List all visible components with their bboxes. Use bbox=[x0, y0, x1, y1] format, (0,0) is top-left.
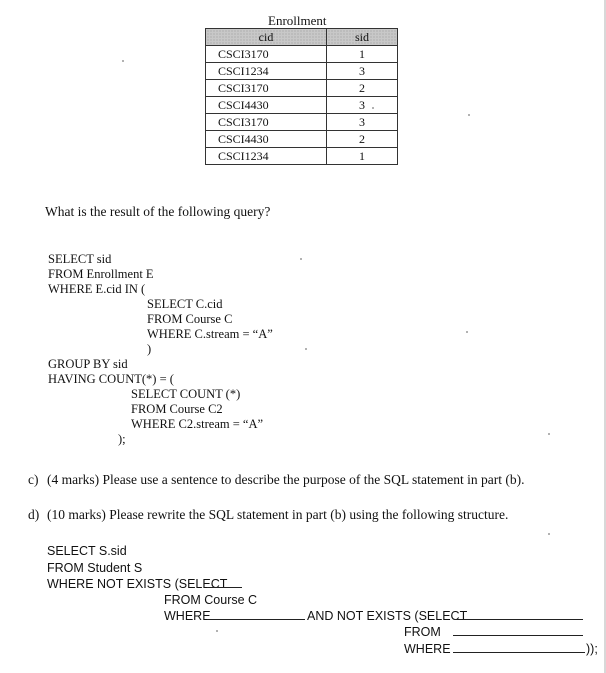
cell-cid: CSCI3170 bbox=[206, 46, 327, 63]
answer-blank[interactable] bbox=[207, 609, 305, 620]
table-row bbox=[206, 148, 398, 165]
template-line: FROM bbox=[404, 625, 441, 639]
cell-cid: CSCI4430 bbox=[206, 97, 327, 114]
cell-sid: 3 bbox=[327, 114, 398, 131]
query-line: FROM Course C bbox=[147, 312, 233, 326]
answer-blank[interactable] bbox=[453, 625, 583, 636]
query-line: SELECT C.cid bbox=[147, 297, 223, 311]
cell-sid: 1 bbox=[327, 148, 398, 165]
scan-speck bbox=[548, 533, 550, 535]
query-line: ); bbox=[118, 432, 126, 446]
cell-sid: 2 bbox=[327, 80, 398, 97]
cell-cid: CSCI1234 bbox=[206, 148, 327, 165]
table-row bbox=[206, 131, 398, 148]
query-line: FROM Enrollment E bbox=[48, 267, 154, 281]
template-line: )); bbox=[586, 642, 598, 656]
table-row bbox=[206, 97, 398, 114]
answer-blank[interactable] bbox=[207, 577, 242, 588]
query-line: HAVING COUNT(*) = ( bbox=[48, 372, 174, 386]
template-line: WHERE bbox=[404, 642, 451, 656]
cell-cid: CSCI1234 bbox=[206, 63, 327, 80]
part-d-label: d) bbox=[28, 507, 40, 522]
template-line: AND NOT EXISTS (SELECT bbox=[307, 609, 468, 623]
table-title: Enrollment bbox=[268, 13, 327, 28]
table-row bbox=[206, 63, 398, 80]
query-line: WHERE E.cid IN ( bbox=[48, 282, 146, 296]
enrollment-table bbox=[205, 28, 398, 165]
cell-cid: CSCI3170 bbox=[206, 114, 327, 131]
table-header-row bbox=[206, 29, 398, 46]
scan-speck bbox=[305, 348, 307, 350]
header-sid: sid bbox=[327, 29, 398, 46]
table-row bbox=[206, 46, 398, 63]
cell-sid: 3 bbox=[327, 97, 398, 114]
cell-sid: 1 bbox=[327, 46, 398, 63]
scan-speck bbox=[468, 114, 470, 116]
scan-speck bbox=[122, 60, 124, 62]
part-c-text: (4 marks) Please use a sentence to describe the purpose of the SQL statement in part (b). bbox=[47, 472, 525, 487]
table-row bbox=[206, 80, 398, 97]
scan-speck bbox=[300, 258, 302, 260]
answer-blank[interactable] bbox=[453, 642, 585, 653]
query-line: SELECT COUNT (*) bbox=[131, 387, 241, 401]
template-line: SELECT S.sid bbox=[47, 544, 127, 558]
answer-blank[interactable] bbox=[455, 609, 583, 620]
template-line: WHERE NOT EXISTS (SELECT bbox=[47, 577, 228, 591]
template-line: FROM Course C bbox=[164, 593, 258, 607]
question-text: What is the result of the following query? bbox=[45, 204, 271, 219]
query-line: FROM Course C2 bbox=[131, 402, 223, 416]
table-row bbox=[206, 114, 398, 131]
cell-cid: CSCI3170 bbox=[206, 80, 327, 97]
template-line: FROM Student S bbox=[47, 561, 143, 575]
query-line: WHERE C2.stream = “A” bbox=[131, 417, 264, 431]
template-line: WHERE bbox=[164, 609, 211, 623]
scan-speck bbox=[216, 630, 218, 632]
part-d-text: (10 marks) Please rewrite the SQL statement in part (b) using the following structure. bbox=[47, 507, 509, 522]
cell-sid: 3 bbox=[327, 63, 398, 80]
query-line: GROUP BY sid bbox=[48, 357, 128, 371]
query-line: ) bbox=[147, 342, 152, 356]
scan-speck bbox=[548, 433, 550, 435]
query-line: WHERE C.stream = “A” bbox=[147, 327, 273, 341]
header-cid: cid bbox=[206, 29, 327, 46]
scan-speck bbox=[372, 107, 374, 109]
scan-speck bbox=[466, 331, 468, 333]
cell-sid: 2 bbox=[327, 131, 398, 148]
part-c-label: c) bbox=[28, 472, 39, 487]
query-line: SELECT sid bbox=[48, 252, 112, 266]
cell-cid: CSCI4430 bbox=[206, 131, 327, 148]
